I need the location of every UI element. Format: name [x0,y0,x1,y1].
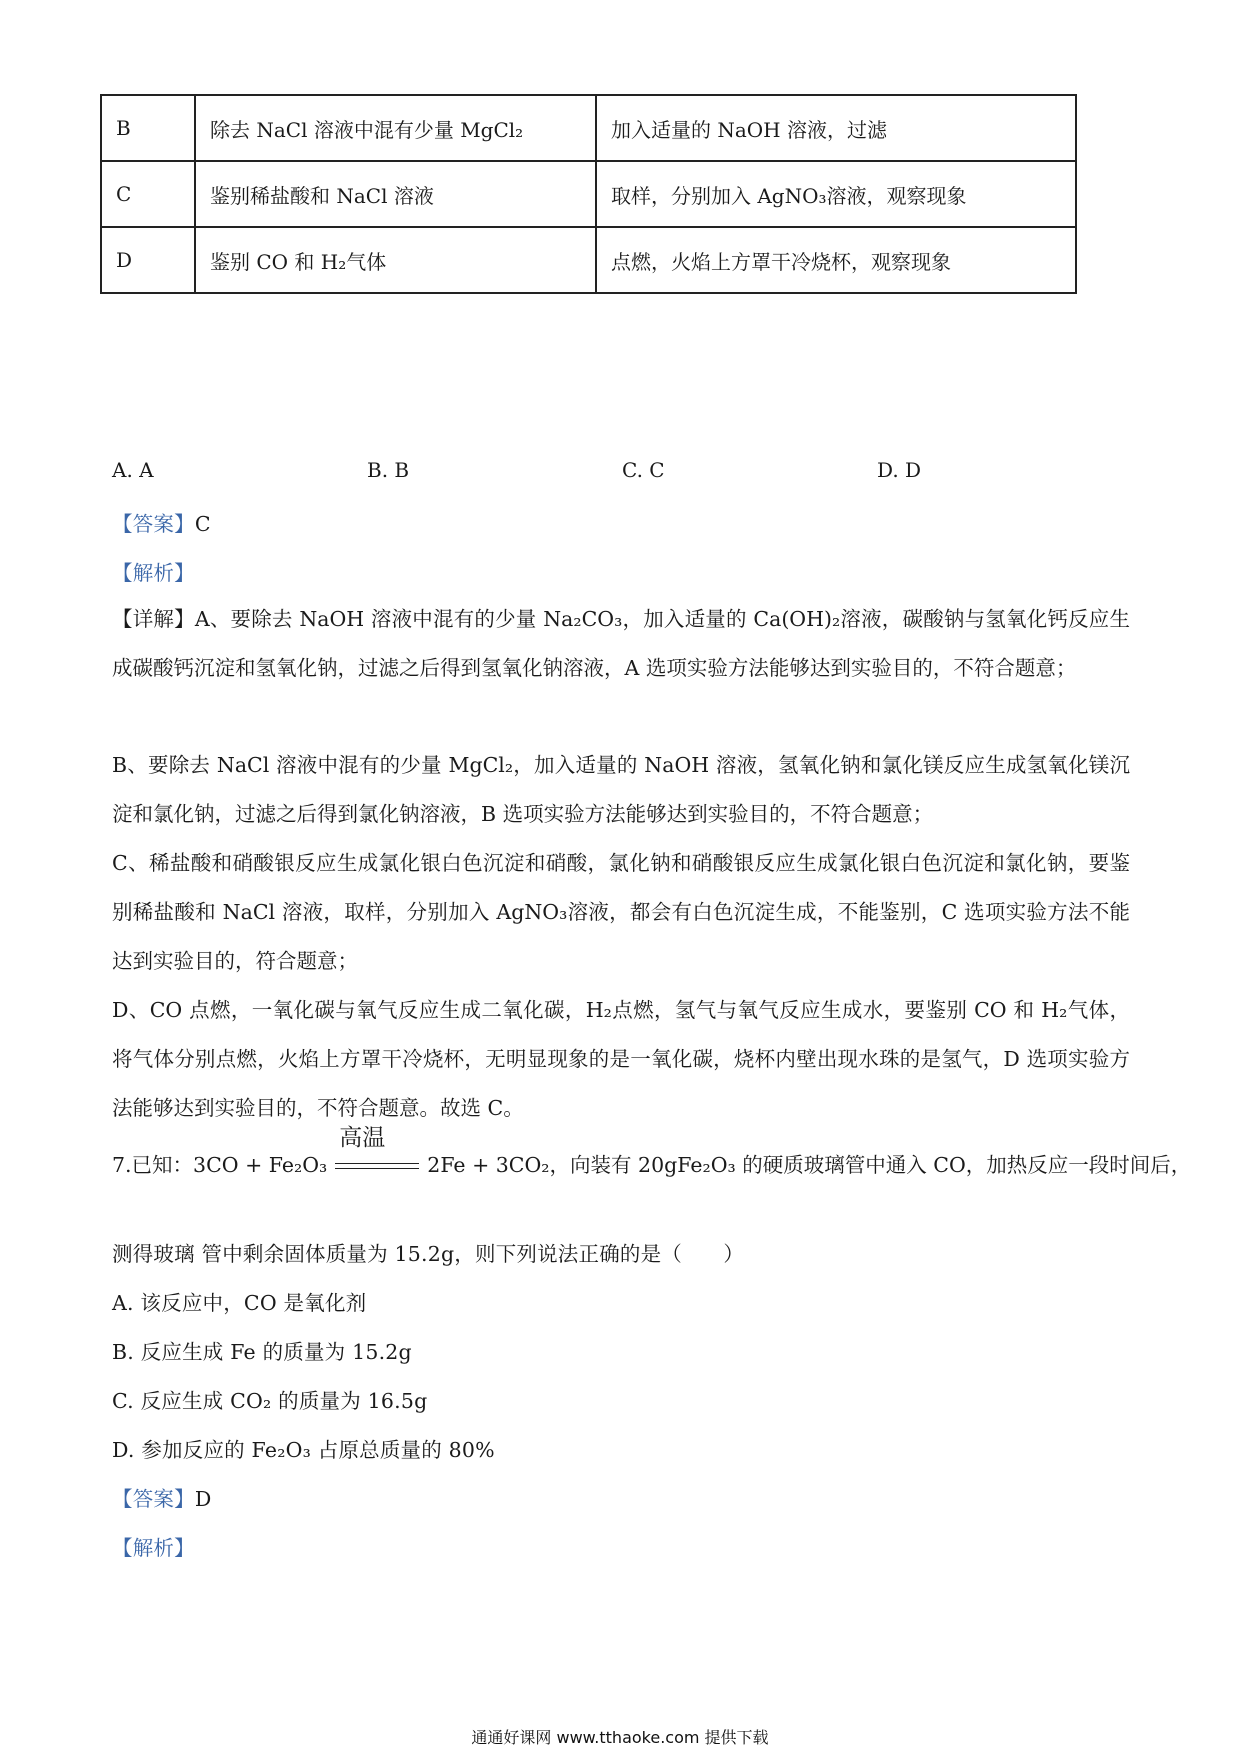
q7-equation-left: 7.已知：3CO + Fe₂O₃ [112,1153,328,1177]
table-row [101,227,1076,293]
detail-c: C、稀盐酸和硝酸银反应生成氯化银白色沉淀和硝酸，氯化钠和硝酸银反应生成氯化银白色沉淀和氯化钠，要鉴别稀盐酸和 NaCl 溶液，取样，分别加入 AgNO₃溶液，都会有白色沉淀生成，不能鉴别，C 选项实验方法不能达到实验目的，符合题意； [112,851,1130,973]
reaction-condition: 高温 [339,1124,386,1151]
choice-b: B. B [367,458,410,482]
q7-stem-line2: 测得玻璃 管中剩余固体质量为 15.2g，则下列说法正确的是（ ） [112,1242,745,1266]
table-cell-purpose: 鉴别 CO 和 H₂气体 [195,227,596,293]
table-row [101,161,1076,227]
detail-a [112,595,1130,693]
choice-c: C. C [622,458,665,482]
analysis-tag: 【解析】 [112,1536,195,1560]
answer-value: C [194,512,211,536]
q7-option-b: B. 反应生成 Fe 的质量为 15.2g [112,1340,412,1364]
table-cell-method: 取样，分别加入 AgNO₃溶液，观察现象 [596,161,1076,227]
choice-d: D. D [877,458,922,482]
q7-option-a: A. 该反应中，CO 是氧化剂 [112,1291,367,1315]
q6-answer [112,507,211,537]
options-table [100,94,1077,294]
q7-option-c: C. 反应生成 CO₂ 的质量为 16.5g [112,1389,428,1413]
table-cell-purpose: 鉴别稀盐酸和 NaCl 溶液 [195,161,596,227]
detail-b: B、要除去 NaCl 溶液中混有的少量 MgCl₂，加入适量的 NaOH 溶液，氢氧化钠和氯化镁反应生成氢氧化镁沉淀和氯化钠，过滤之后得到氯化钠溶液，B 选项实验方法能够达到实验目的，不符合题意； [112,753,1130,826]
detail-a-text: A、要除去 NaOH 溶液中混有的少量 Na₂CO₃，加入适量的 Ca(OH)₂溶液，碳酸钠与氢氧化钙反应生成碳酸钙沉淀和氢氧化钠，过滤之后得到氢氧化钠溶液，A 选项实验方法能够达到实验目的，不符合题意； [112,607,1131,680]
q7-stem-line1 [112,1124,1192,1178]
analysis-tag: 【解析】 [112,561,195,585]
table-cell-method: 加入适量的 NaOH 溶液，过滤 [596,95,1076,161]
reaction-arrow [335,1124,419,1177]
q7-analysis-heading [112,1531,195,1561]
table-cell-method: 点燃，火焰上方罩干冷烧杯，观察现象 [596,227,1076,293]
table-cell-option: B [101,95,195,161]
q7-equation-right: 2Fe + 3CO₂，向装有 20gFe₂O₃ 的硬质玻璃管中通入 CO，加热反应一段时间后， [427,1153,1192,1177]
table-row [101,95,1076,161]
answer-value: D [194,1487,212,1511]
page-footer: 通通好课网 www.tthaoke.com 提供下载 [471,1728,769,1747]
detail-tag: 【详解】 [112,607,195,631]
detail-d: D、CO 点燃，一氧化碳与氧气反应生成二氧化碳，H₂点燃，氢气与氧气反应生成水，要鉴别 CO 和 H₂气体，将气体分别点燃，火焰上方罩干冷烧杯，无明显现象的是一氧化碳，烧杯内壁出现水珠的是氢气，D 选项实验方法能够达到实验目的，不符合题意。故选 C。 [112,998,1130,1120]
choice-a: A. A [112,458,154,482]
q6-analysis-heading [112,556,195,586]
answer-tag: 【答案】 [112,512,195,536]
q7-option-d: D. 参加反应的 Fe₂O₃ 占原总质量的 80% [112,1438,495,1462]
answer-tag: 【答案】 [112,1487,195,1511]
table-cell-option: D [101,227,195,293]
q7-answer [112,1482,211,1512]
table-cell-purpose: 除去 NaCl 溶液中混有少量 MgCl₂ [195,95,596,161]
table-cell-option: C [101,161,195,227]
